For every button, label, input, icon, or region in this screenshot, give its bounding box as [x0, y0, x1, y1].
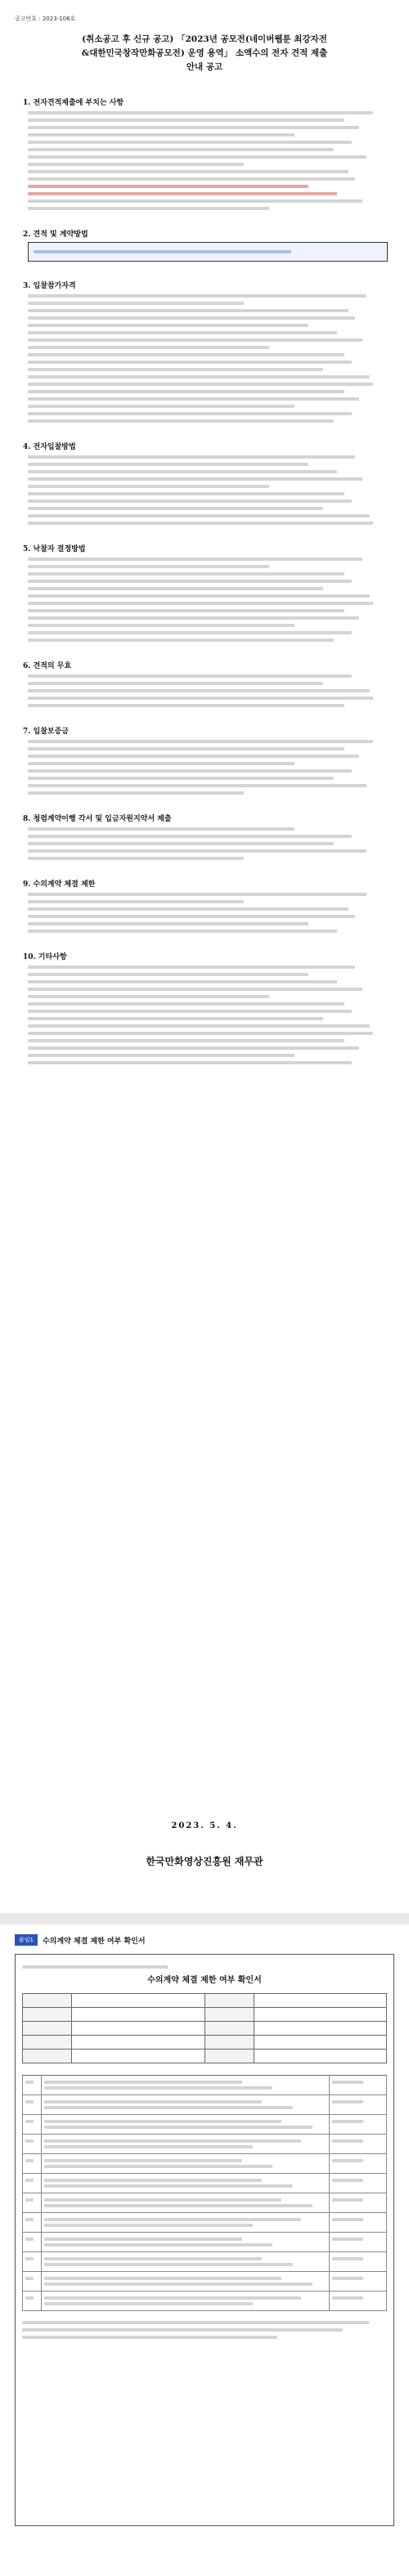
table-row [22, 2292, 387, 2311]
text-line [28, 375, 370, 379]
text-line [25, 2120, 34, 2123]
text-line [28, 338, 362, 342]
text-line [28, 170, 348, 173]
section-body [28, 294, 388, 423]
text-line [28, 1039, 344, 1042]
notice-title [25, 33, 384, 74]
text-line [28, 674, 352, 678]
text-line [44, 2204, 312, 2207]
table-cell [254, 2036, 388, 2050]
table-cell [23, 2050, 72, 2063]
text-line [28, 353, 344, 356]
text-line [44, 2120, 281, 2123]
text-line [28, 419, 334, 423]
text-line [28, 507, 323, 510]
text-line [28, 455, 355, 459]
notice-section [23, 441, 388, 525]
text-line [44, 2106, 293, 2109]
table-cell [330, 2292, 387, 2310]
table-cell [330, 2154, 387, 2173]
table-cell [22, 2193, 42, 2212]
table-row [22, 2174, 387, 2193]
table-cell [42, 2115, 330, 2134]
notice-section [23, 725, 388, 795]
table-cell [205, 2022, 254, 2036]
text-line [28, 740, 373, 743]
text-line [28, 594, 370, 598]
table-row [22, 2272, 387, 2292]
table-cell [330, 2233, 387, 2251]
issuing-organization: 한국만화영상진흥원 재무관 [146, 1856, 263, 1867]
section-title: 4. 전자입찰방법 [23, 443, 76, 451]
text-line [44, 2159, 242, 2162]
notice-section [23, 280, 388, 423]
section-title: 7. 입찰보증금 [23, 728, 69, 736]
text-line [44, 2126, 312, 2129]
notice-section [23, 878, 388, 933]
text-line [25, 2081, 34, 2084]
text-line [25, 2198, 34, 2202]
table-cell [205, 2008, 254, 2022]
table-row [22, 2252, 387, 2272]
text-line [28, 163, 244, 166]
table-cell [254, 2050, 388, 2063]
text-line [332, 2081, 363, 2084]
text-line [25, 2257, 34, 2260]
text-line [28, 624, 294, 627]
text-line [332, 2238, 363, 2241]
table-cell [22, 2252, 42, 2271]
text-line [28, 177, 355, 181]
text-line [44, 2243, 272, 2247]
table-cell [42, 2213, 330, 2232]
section-body [28, 827, 388, 860]
text-line [28, 602, 373, 605]
notice-section [23, 228, 388, 262]
text-line [332, 2159, 363, 2162]
text-line [28, 412, 352, 415]
text-line [28, 857, 244, 860]
table-cell [23, 1994, 72, 2008]
table-cell [330, 2174, 387, 2193]
text-line [28, 1010, 352, 1013]
text-line [44, 2198, 281, 2202]
table-cell [42, 2292, 330, 2310]
table-row [22, 2076, 387, 2095]
text-line [44, 2263, 293, 2266]
text-line [28, 397, 359, 401]
section-body [28, 242, 388, 262]
text-line [44, 2139, 301, 2143]
table-cell [42, 2154, 330, 2173]
text-line [28, 1054, 294, 1057]
text-line [28, 1017, 323, 1020]
table-cell [254, 2008, 388, 2022]
text-line [25, 2159, 34, 2162]
notice-section [23, 813, 388, 860]
text-line [25, 2179, 34, 2182]
text-line [28, 1024, 370, 1028]
text-line [28, 988, 362, 991]
text-line [28, 587, 323, 590]
text-line [28, 915, 355, 918]
text-line [28, 141, 352, 144]
table-cell [330, 2076, 387, 2094]
text-line [44, 2283, 312, 2286]
text-line [28, 973, 308, 976]
text-line [28, 842, 334, 845]
table-cell [42, 2095, 330, 2114]
text-line [25, 2296, 34, 2300]
section-body [28, 965, 388, 1064]
text-line [28, 689, 370, 692]
text-line [28, 609, 344, 612]
text-line [332, 2100, 363, 2103]
text-line [28, 965, 355, 969]
table-cell [42, 2233, 330, 2251]
text-line [28, 309, 348, 312]
table-cell [22, 2154, 42, 2173]
text-line [28, 361, 352, 364]
text-line [28, 777, 334, 780]
text-line [28, 185, 308, 188]
form-title: 수의계약 체결 제한 여부 확인서 [147, 1976, 262, 1985]
table-cell [330, 2272, 387, 2291]
table-cell [330, 2135, 387, 2153]
text-line [28, 405, 294, 408]
notice-body [23, 96, 388, 1068]
text-line [44, 2081, 242, 2084]
text-line [28, 900, 244, 903]
text-line [332, 2257, 363, 2260]
text-line [28, 638, 334, 642]
table-cell [42, 2076, 330, 2094]
text-line [25, 2139, 34, 2143]
notice-section [23, 96, 388, 210]
text-line [28, 1002, 344, 1006]
text-line [28, 565, 269, 568]
text-line [28, 835, 352, 838]
table-cell [23, 2036, 72, 2050]
table-cell [22, 2174, 42, 2193]
table-row [22, 2193, 387, 2213]
table-cell [72, 2036, 205, 2050]
title-line-2: &대한민국창작만화공모전) 운영 용역」 소액수의 전자 견적 제출 [81, 48, 328, 58]
text-line [28, 827, 294, 831]
annex-section [15, 1934, 394, 2526]
table-cell [254, 1994, 388, 2008]
text-line [332, 2277, 363, 2280]
text-line [44, 2302, 253, 2305]
table-cell [330, 2193, 387, 2212]
text-line [44, 2296, 301, 2300]
text-line [44, 2218, 301, 2221]
text-line [28, 126, 359, 129]
table-cell [254, 2022, 388, 2036]
table-cell [22, 2272, 42, 2291]
text-line [44, 2277, 281, 2280]
confirmation-form [15, 1954, 394, 2526]
applicant-info-table [22, 1993, 387, 2063]
title-line-3: 안내 공고 [186, 62, 223, 72]
text-line [28, 930, 337, 933]
text-line [28, 492, 344, 495]
text-line [28, 682, 323, 685]
text-line [44, 2165, 272, 2168]
section-title: 10. 기타사항 [23, 953, 67, 961]
text-line [28, 514, 370, 517]
table-cell [22, 2213, 42, 2232]
text-line [28, 331, 337, 334]
table-cell [205, 1994, 254, 2008]
text-line [28, 192, 337, 195]
text-line [28, 485, 269, 488]
text-line [28, 155, 366, 159]
table-cell [22, 2095, 42, 2114]
table-cell [42, 2174, 330, 2193]
table-cell [42, 2272, 330, 2291]
text-line [28, 791, 244, 795]
section-body [28, 740, 388, 795]
text-line [28, 1046, 359, 1050]
text-line [28, 980, 337, 983]
table-row [22, 2213, 387, 2233]
footer-line [22, 2336, 277, 2339]
text-line [28, 463, 308, 466]
table-cell [42, 2252, 330, 2271]
text-line [28, 324, 308, 327]
text-line [44, 2179, 262, 2182]
text-line [28, 704, 344, 707]
form-footer [22, 2321, 387, 2339]
text-line [28, 148, 334, 151]
text-line [28, 907, 348, 911]
section-title: 3. 입찰참가자격 [23, 282, 76, 290]
notice-date: 2023. 5. 4. [171, 1821, 238, 1830]
section-title: 5. 낙찰자 결정방법 [23, 545, 86, 553]
text-line [332, 2120, 363, 2123]
table-row [22, 2115, 387, 2135]
text-line [28, 133, 294, 137]
text-line [28, 849, 366, 853]
table-cell [23, 2008, 72, 2022]
text-line [332, 2139, 363, 2143]
restriction-check-table [22, 2075, 387, 2311]
text-line [28, 477, 362, 481]
table-cell [330, 2115, 387, 2134]
text-line [28, 346, 269, 349]
text-line [44, 2086, 272, 2090]
table-cell [72, 1994, 205, 2008]
notice-section [23, 543, 388, 642]
text-line [25, 2218, 34, 2221]
text-line [28, 111, 373, 114]
text-line [28, 316, 355, 320]
text-line [28, 390, 344, 393]
form-note-line [22, 1965, 168, 1969]
section-title: 1. 전자견적제출에 부치는 사항 [23, 99, 124, 107]
section-title: 9. 수의계약 체결 제한 [23, 880, 96, 889]
table-cell [42, 2135, 330, 2153]
notice-section [23, 951, 388, 1064]
text-line [28, 207, 269, 210]
text-line [28, 580, 352, 583]
section-body [28, 455, 388, 525]
text-line [25, 2277, 34, 2280]
section-body [28, 893, 388, 933]
text-line [28, 631, 352, 634]
text-line [28, 383, 373, 386]
table-cell [23, 2022, 72, 2036]
table-cell [42, 2193, 330, 2212]
text-line [28, 922, 308, 925]
section-title: 2. 견적 및 계약방법 [23, 231, 88, 239]
text-line [28, 199, 362, 203]
table-row [22, 2095, 387, 2115]
text-line [332, 2218, 363, 2221]
text-line [28, 697, 373, 700]
table-row [22, 2154, 387, 2174]
text-line [44, 2100, 262, 2103]
text-line [28, 572, 344, 576]
notice-number: 공고번호 : 2023-106호 [15, 16, 76, 22]
annex-title: 수의계약 체결 제한 여부 확인서 [42, 1937, 146, 1946]
page-divider [0, 1913, 409, 1924]
text-line [25, 2238, 34, 2241]
title-line-1: (취소공고 후 신규 공고) 「2023년 공모전(네이버웹툰 최강자전 [82, 34, 327, 44]
table-cell [22, 2233, 42, 2251]
table-cell [22, 2115, 42, 2134]
text-line [28, 500, 352, 503]
text-line [44, 2257, 262, 2260]
text-line [332, 2296, 363, 2300]
table-cell [22, 2135, 42, 2153]
text-line [28, 762, 294, 765]
section-body [28, 558, 388, 642]
text-line [44, 2224, 253, 2227]
table-row [22, 2233, 387, 2252]
text-line [25, 2100, 34, 2103]
table-cell [330, 2095, 387, 2114]
section-body [28, 674, 388, 707]
table-row [22, 2135, 387, 2154]
table-cell [22, 2076, 42, 2094]
text-line [332, 2179, 363, 2182]
text-line [28, 302, 244, 305]
text-line [332, 2198, 363, 2202]
annex-tag: 붙임1 [15, 1934, 38, 1946]
table-cell [330, 2252, 387, 2271]
table-cell [72, 2008, 205, 2022]
footer-line [22, 2328, 343, 2332]
section-title: 6. 견적의 무효 [23, 662, 72, 670]
footer-line [22, 2321, 369, 2324]
section-title: 8. 청렴계약이행 각서 및 입금자원지약서 제출 [23, 815, 172, 823]
text-line [28, 1032, 373, 1035]
table-cell [205, 2036, 254, 2050]
text-line [28, 470, 337, 473]
text-line [28, 616, 359, 620]
table-cell [72, 2050, 205, 2063]
table-cell [330, 2213, 387, 2232]
text-line [44, 2184, 293, 2188]
table-cell [22, 2292, 42, 2310]
text-line [28, 995, 269, 998]
text-line [28, 119, 344, 122]
text-line [28, 558, 362, 561]
text-line [44, 2145, 253, 2148]
text-line [28, 294, 366, 298]
text-line [28, 368, 323, 371]
text-line [28, 784, 366, 787]
table-cell [205, 2050, 254, 2063]
text-line [28, 522, 373, 525]
notice-section [23, 660, 388, 707]
text-line [28, 893, 366, 896]
text-line [28, 747, 344, 750]
text-line [28, 1061, 352, 1064]
section-body [28, 111, 388, 210]
text-line [34, 250, 291, 253]
text-line [44, 2238, 242, 2241]
text-line [28, 755, 359, 758]
text-line [28, 769, 352, 773]
table-cell [72, 2022, 205, 2036]
